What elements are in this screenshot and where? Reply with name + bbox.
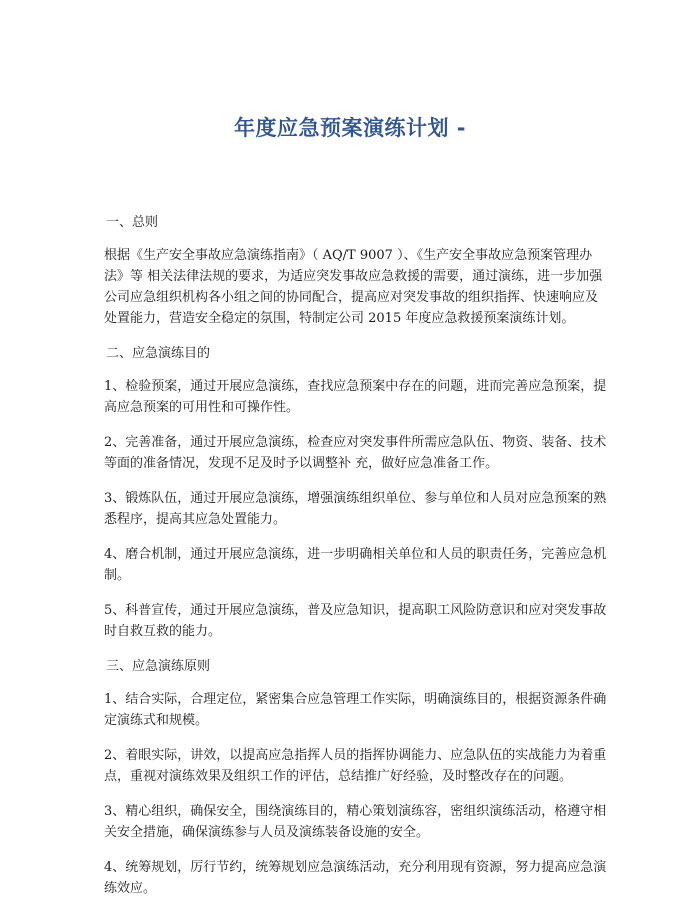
paragraph: 4、统筹规划，厉行节约，统筹规划应急演练活动，充分利用现有资源，努力提高应急演练效应。 [104,860,607,896]
section-heading-purpose: 二、应急演练目的 [106,346,211,361]
paragraph: 3、精心组织，确保安全，围绕演练目的，精心策划演练容，密组织演练活动，格遵守相关安全措施，确保演练参与人员及演练装备设施的安全。 [104,804,607,840]
section-heading-principles: 三、应急演练原则 [106,659,211,674]
paragraph: 根据《生产安全事故应急演练指南》（ AQ/T 9007 ）、《生产安全事故应急预案管理办法》等 相关法律法规的要求，为适应突发事故应急救援的需要，通过演练，进一步加强公司应急组织机构各小组之间的协同配合，提高应对突发事故的组织指挥、快速响应及处置能力，营造安全稳定的氛围，特制定公司 2015 年度应急救援预案演练计划。 [104,248,603,326]
document-title: 年度应急预案演练计划 - [233,116,467,140]
section-heading-general: 一、总则 [106,215,159,230]
paragraph: 2、完善准备，通过开展应急演练，检查应对突发事件所需应急队伍、物资、装备、技术等面的准备情况，发现不足及时予以调整补 充，做好应急准备工作。 [104,435,607,471]
document-body [104,212,610,913]
paragraph: 5、科普宣传，通过开展应急演练，普及应急知识，提高职工风险防意识和应对突发事故时自救互救的能力。 [104,603,607,639]
paragraph: 4、磨合机制，通过开展应急演练，进一步明确相关单位和人员的职责任务，完善应急机制。 [104,547,607,583]
paragraph: 2、着眼实际，讲效，以提高应急指挥人员的指挥协调能力、应急队伍的实战能力为着重点，重视对演练效果及组织工作的评估，总结推广好经验，及时整改存在的问题。 [104,748,607,784]
paragraph: 1、检验预案，通过开展应急演练，查找应急预案中存在的问题，进而完善应急预案，提高应急预案的可用性和可操作性。 [104,379,607,415]
paragraph: 3、锻炼队伍，通过开展应急演练，增强演练组织单位、参与单位和人员对应急预案的熟悉程序，提高其应急处置能力。 [104,491,607,527]
paragraph: 1、结合实际，合理定位，紧密集合应急管理工作实际，明确演练目的，根据资源条件确定演练式和规模。 [104,692,607,728]
